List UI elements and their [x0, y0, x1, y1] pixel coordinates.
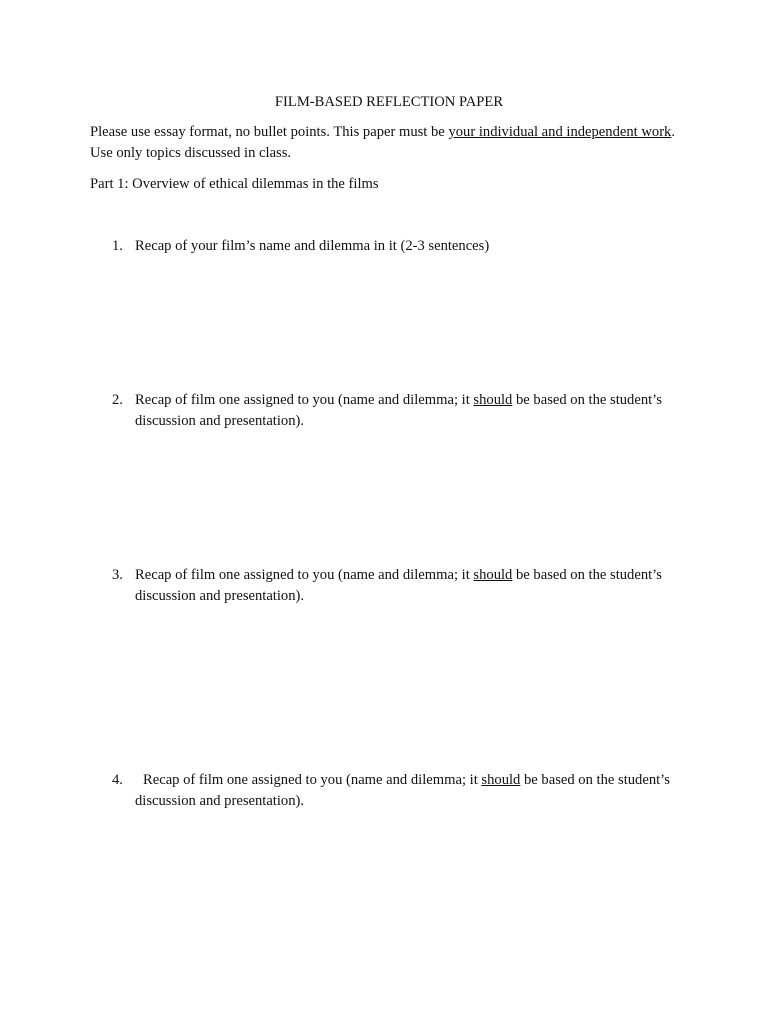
- list-item-text-start: Recap of film one assigned to you (name and dilemma; it: [135, 392, 474, 408]
- list-item-underlined-word: should: [473, 567, 513, 583]
- instructions-underlined-text: your individual and independent work: [448, 124, 672, 140]
- list-item-underlined-word: should: [473, 392, 513, 408]
- instructions-text-end: . Use only topics discussed in class.: [90, 124, 676, 161]
- list-item-underlined-word: should: [481, 772, 521, 788]
- instructions-text-start: Please use essay format, no bullet points. This paper must be: [90, 124, 449, 140]
- list-item: [112, 390, 672, 431]
- list-item-text: Recap of your film’s name and dilemma in it (2-3 sentences): [135, 238, 490, 254]
- instructions-paragraph: [90, 122, 680, 163]
- list-item-text: [135, 390, 672, 431]
- list-item-text-start: Recap of film one assigned to you (name and dilemma; it: [143, 772, 482, 788]
- list-item-text-start: Recap of film one assigned to you (name and dilemma; it: [135, 567, 474, 583]
- list-item-text: [135, 770, 672, 811]
- list-item-text-end: be based on the student’s discussion and presentation).: [135, 772, 670, 809]
- list-item-text-end: be based on the student’s discussion and presentation).: [135, 392, 662, 429]
- list-item: [112, 236, 672, 257]
- list-item: [112, 770, 672, 811]
- list-item-text: [135, 565, 672, 606]
- list-item: [112, 565, 672, 606]
- list-item-number: 3.: [112, 567, 123, 583]
- part-heading: Part 1: Overview of ethical dilemmas in the films: [90, 176, 379, 192]
- list-item-number: 4.: [112, 772, 123, 788]
- list-item-number: 1.: [112, 238, 123, 254]
- document-title: FILM-BASED REFLECTION PAPER: [274, 94, 504, 110]
- list-item-number: 2.: [112, 392, 123, 408]
- list-item-text-end: be based on the student’s discussion and presentation).: [135, 567, 662, 604]
